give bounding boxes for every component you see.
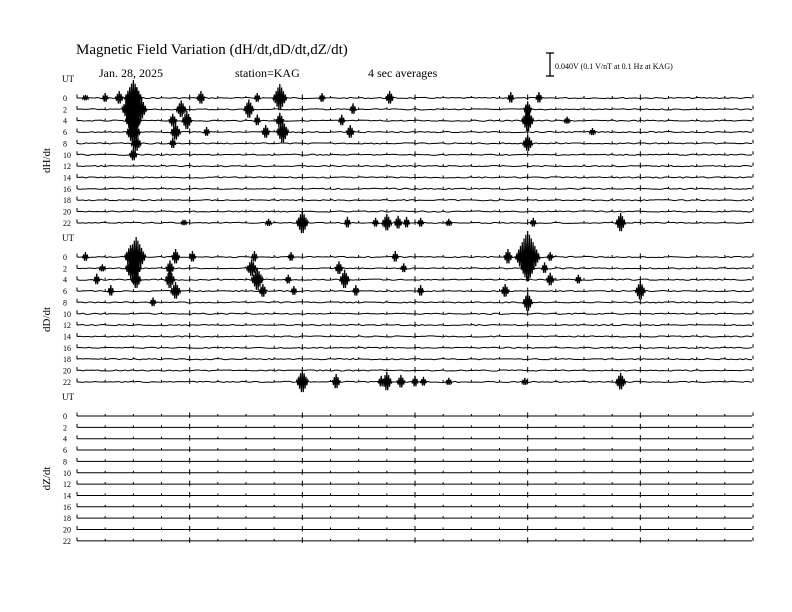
panel-2-hour-label: 18 [63,355,71,365]
panel-2-disturbance [542,262,548,273]
panel-1-disturbance [382,214,392,231]
panel-3-hour-label: 20 [63,525,71,535]
panel-3-hour-label: 6 [63,446,67,456]
panel-2-hour-label: 22 [63,377,71,387]
panel-3-hour-label: 8 [63,457,67,467]
panel-1-hour-label: 0 [63,94,67,103]
panel-2-hour-label: 6 [63,287,67,297]
panel-1-hour-label: 2 [63,105,67,115]
panel-2-ut-label: UT [62,233,74,243]
panel-2-disturbance [99,264,105,271]
panel-1-disturbance [589,128,595,135]
panel-3-hour-label: 22 [63,536,71,546]
panel-1-disturbance [204,127,210,136]
scale-bar [546,53,554,76]
panel-2-disturbance [515,231,541,281]
panel-1-ut-label: UT [62,74,74,84]
panel-3-hour-label: 12 [63,480,71,490]
scale-label: 0.040V (0.1 V/nT at 0.1 Hz at KAG) [555,62,673,71]
panel-1-disturbance [273,84,287,110]
panel-2-disturbance [335,261,343,274]
chart-title: Magnetic Field Variation (dH/dt,dD/dt,dZ/dt) [76,42,348,58]
panel-1-hour-label: 22 [63,218,71,228]
panel-1-disturbance [404,217,410,228]
panel-2-disturbance [446,378,452,385]
panel-1-hour-label: 6 [63,128,67,138]
panel-1-disturbance [339,115,345,126]
averaging-label: 4 sec averages [368,66,438,80]
panel-2-disturbance [94,274,100,285]
panel-2-disturbance [504,249,512,263]
date-label: Jan. 28, 2025 [99,66,163,80]
panel-1-disturbance [115,91,123,104]
panel-3-hour-label: 10 [63,468,71,478]
panel-2-disturbance [523,292,533,310]
panel-1-hour-label: 14 [63,173,71,183]
panel-1-disturbance [522,109,534,131]
panel-2-disturbance [522,378,528,385]
panel-3-hour-label: 4 [63,434,67,444]
panel-2-disturbance [296,370,308,392]
panel-1-disturbance [254,115,260,126]
panel-1-disturbance [616,213,626,231]
panel-2-hour-label: 2 [63,264,67,274]
panel-2-disturbance [353,285,359,296]
panel-2-disturbance [420,377,426,386]
panel-3-ut-label: UT [62,392,74,402]
panel-1-hour-label: 18 [63,196,71,206]
panel-1-hour-label: 8 [63,139,67,149]
panel-2-hour-label: 20 [63,366,71,376]
panel-2-hour-label: 14 [63,332,71,342]
panel-2-disturbance [616,373,626,390]
panel-1-hour-label: 20 [63,207,71,217]
panel-1-hour-label: 12 [63,162,71,172]
panel-2-disturbance [635,281,645,299]
panel-2-disturbance [108,285,114,296]
panel-1-disturbance [244,99,254,117]
panel-2-disturbance [332,374,340,388]
panel-2-disturbance [392,251,398,262]
panel-3-hour-label: 0 [63,412,67,421]
station-label: station=KAG [235,66,300,80]
panel-1-disturbance [394,216,402,229]
panel-2-hour-label: 0 [63,253,67,262]
panel-2-disturbance [172,249,180,263]
panel-2-hour-label: 8 [63,298,67,308]
panel-1-disturbance [350,103,356,114]
panel-1-disturbance [266,219,272,226]
panel-2-disturbance [546,273,554,286]
panel-1-disturbance [197,91,205,104]
panel-3-hour-label: 18 [63,514,71,524]
panel-1-disturbance [296,211,308,233]
panel-1-disturbance [129,148,137,161]
panel-2-disturbance [382,372,392,390]
panel-2-disturbance [82,252,88,261]
panel-3-hour-label: 2 [63,423,67,433]
panel-2-disturbance [412,376,418,387]
panel-2-disturbance [501,284,509,297]
panel-1-disturbance [386,91,394,104]
panel-1-disturbance [262,125,270,138]
panel-1-disturbance [346,125,354,138]
panel-2-disturbance [291,286,297,295]
panel-1-disturbance [536,92,542,103]
panel-2-hour-label: 12 [63,321,71,331]
panel-2-axis-label: dD/dt [41,306,53,332]
panel-2-disturbance [340,270,350,288]
panel-1-disturbance [344,217,350,228]
panel-1-disturbance [319,93,325,102]
panel-1-disturbance [373,218,379,227]
panel-1-disturbance [530,218,536,227]
panel-1-disturbance [418,218,424,227]
panel-1-disturbance [82,95,88,100]
panel-1-disturbance [564,117,570,124]
panel-1-disturbance [508,92,514,103]
panel-2-disturbance [285,275,291,284]
panel-2-disturbance [150,297,156,306]
panel-2-disturbance [288,252,294,261]
panel-1-disturbance [446,219,452,226]
panel-2-disturbance [418,285,424,296]
panel-2-hour-label: 10 [63,309,71,319]
panel-2-hour-label: 4 [63,275,67,285]
panel-2-disturbance [397,375,405,388]
panel-2-disturbance [401,263,407,272]
panel-3-hour-label: 14 [63,491,71,501]
panel-1-hour-label: 16 [63,184,71,194]
panel-3-axis-label: dZ/dt [41,466,53,491]
panel-2-disturbance [251,251,257,262]
panel-1-disturbance [254,93,260,102]
panel-1-disturbance [181,220,187,225]
panel-2-hour-label: 16 [63,343,71,353]
panel-1-disturbance [102,93,108,102]
panel-1-hour-label: 4 [63,116,67,126]
panel-1-hour-label: 10 [63,150,71,160]
panel-1-axis-label: dH/dt [41,147,53,173]
panel-1-disturbance [523,134,533,151]
panel-2-disturbance [575,275,581,284]
panel-2-disturbance [547,252,553,261]
panel-3-hour-label: 16 [63,502,71,512]
panels-group [41,74,753,546]
panel-2-disturbance [189,251,195,262]
